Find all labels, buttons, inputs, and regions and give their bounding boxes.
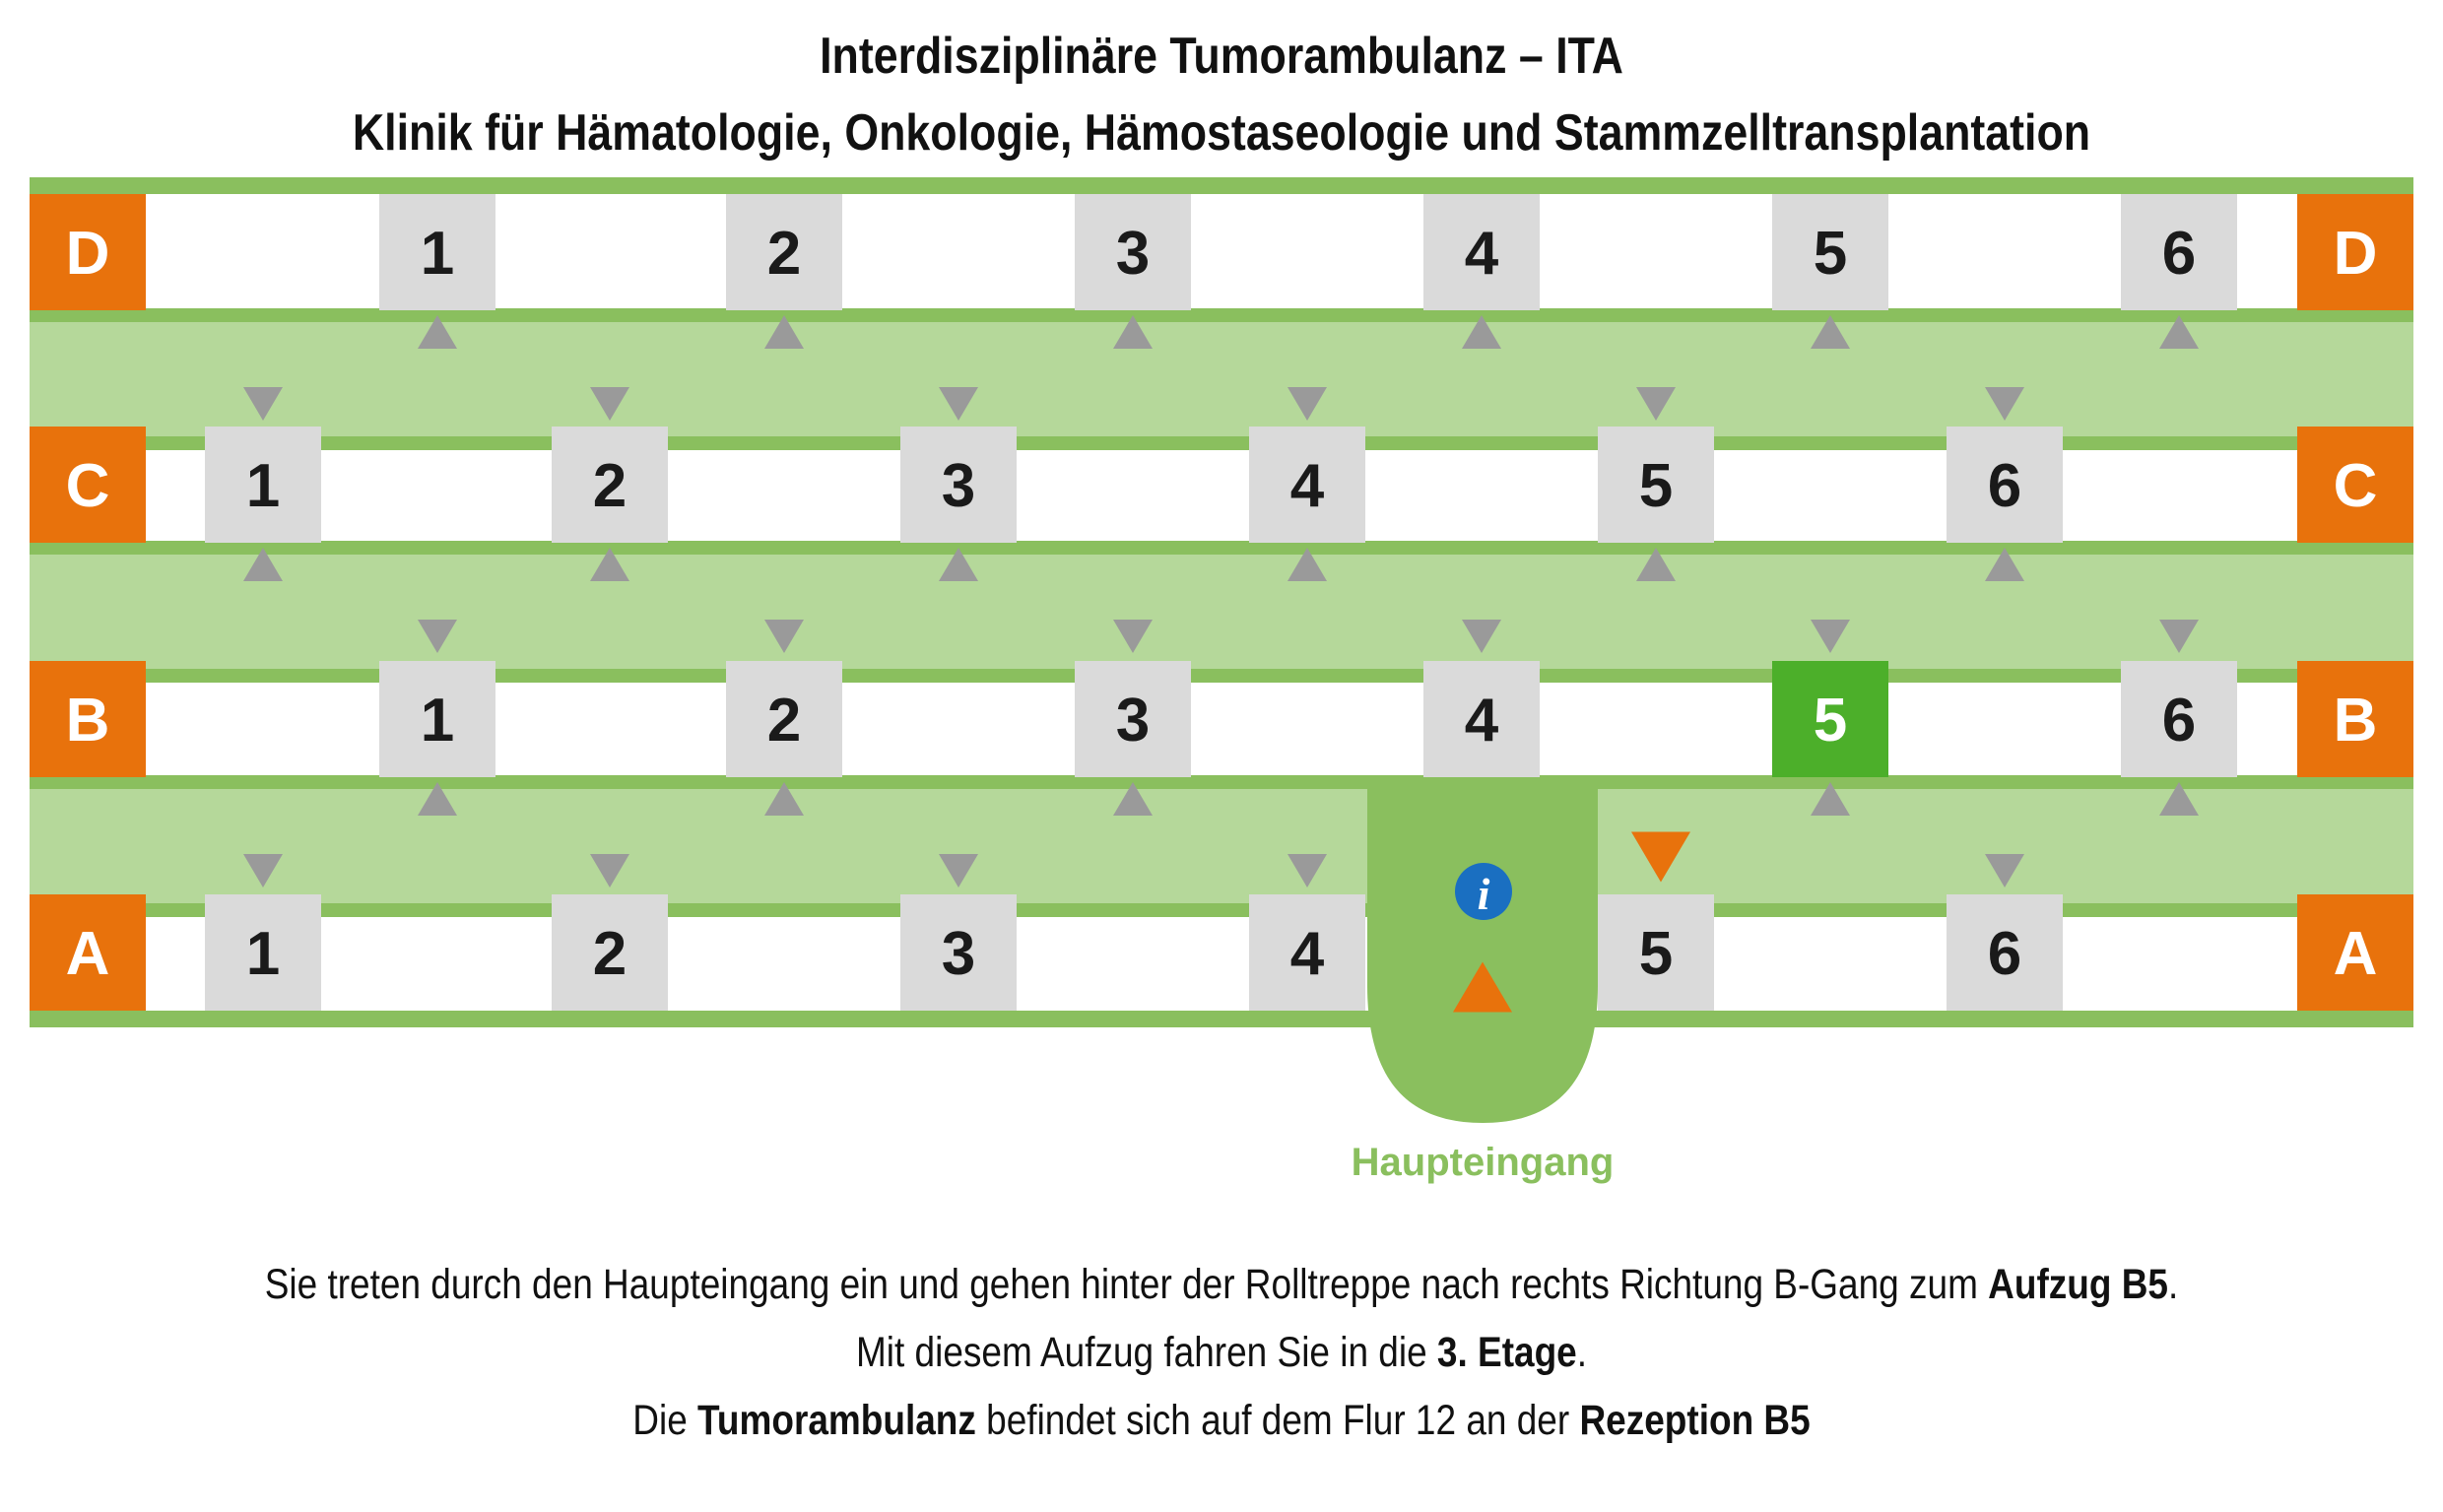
elevator-a4-label: 4	[1289, 920, 1325, 988]
directions-line-1-text: Sie treten durch den Haupteingang ein und gehen hinter der Rolltreppe nach rechts Richtung B-Gang zum	[264, 1261, 1989, 1308]
corridor-edge	[30, 775, 2413, 789]
directions-line-1	[171, 1251, 2273, 1319]
directions-line-3	[171, 1387, 2273, 1455]
elevator-d4-label: 4	[1464, 220, 1499, 288]
elevator-d5-label: 5	[1813, 220, 1848, 288]
elevator-b6-label: 6	[2161, 687, 2197, 755]
elevator-a3-label: 3	[941, 920, 976, 988]
directions-line-2	[171, 1319, 2273, 1387]
directions-line-3-mid: befindet sich auf dem Flur 12 an der	[975, 1397, 1580, 1444]
elevator-c1-label: 1	[245, 452, 281, 520]
wing-b-left-label: B	[65, 687, 110, 755]
elevator-c6-label: 6	[1987, 452, 2022, 520]
elevator-a5-label: 5	[1638, 920, 1674, 988]
wing-c-right-label: C	[2333, 452, 2378, 520]
wing-d-right-label: D	[2333, 220, 2378, 288]
corridor-band	[30, 555, 2413, 669]
elevator-b5-label: Aufzug B5	[1988, 1261, 2168, 1308]
directions-line-3-text: Die	[632, 1397, 698, 1444]
title-line-2: Klinik für Hämatologie, Onkologie, Hämostaseologie und Stammzelltransplantation	[352, 104, 2091, 162]
reception-b5-label: Rezeption B5	[1579, 1397, 1811, 1444]
directions-text	[171, 1251, 2273, 1455]
wing-a-right-label: A	[2333, 920, 2378, 988]
title-line-1: Interdisziplinäre Tumorambulanz – ITA	[820, 28, 1623, 85]
elevator-d1-label: 1	[420, 220, 455, 288]
elevator-b5-label: 5	[1813, 687, 1848, 755]
corridor-band	[30, 322, 2413, 436]
elevator-c3-label: 3	[941, 452, 976, 520]
corridor-band	[30, 789, 2413, 903]
elevator-a1-label: 1	[245, 920, 281, 988]
wing-b-right-label: B	[2333, 687, 2378, 755]
elevator-c2-label: 2	[592, 452, 627, 520]
directions-line-2-text: Mit diesem Aufzug fahren Sie in die	[855, 1329, 1437, 1376]
elevator-b1-label: 1	[420, 687, 455, 755]
elevator-b3-label: 3	[1115, 687, 1151, 755]
main-entrance-label: Haupteingang	[1351, 1141, 1615, 1184]
corridor-edge	[30, 541, 2413, 555]
wing-c-left-label: C	[65, 452, 110, 520]
bottom-edge	[30, 1011, 2413, 1027]
wing-d-left-label: D	[65, 220, 110, 288]
tumor-clinic-label: Tumorambulanz	[697, 1397, 976, 1444]
elevator-b4-label: 4	[1464, 687, 1499, 755]
elevator-a2-label: 2	[592, 920, 627, 988]
top-edge	[30, 177, 2413, 194]
elevator-b2-label: 2	[766, 687, 802, 755]
directions-line-2-end: .	[1576, 1329, 1588, 1376]
elevator-d6-label: 6	[2161, 220, 2197, 288]
elevator-a6-label: 6	[1987, 920, 2022, 988]
elevator-c4-label: 4	[1289, 452, 1325, 520]
floor-label: 3. Etage	[1436, 1329, 1577, 1376]
elevator-d3-label: 3	[1115, 220, 1151, 288]
directions-line-1-end: .	[2167, 1261, 2179, 1308]
corridor-edge	[30, 308, 2413, 322]
info-icon-glyph: i	[1477, 869, 1490, 919]
main-entrance-area	[1367, 789, 1598, 1123]
wing-a-left-label: A	[65, 920, 110, 988]
elevator-d2-label: 2	[766, 220, 802, 288]
elevator-c5-label: 5	[1638, 452, 1674, 520]
